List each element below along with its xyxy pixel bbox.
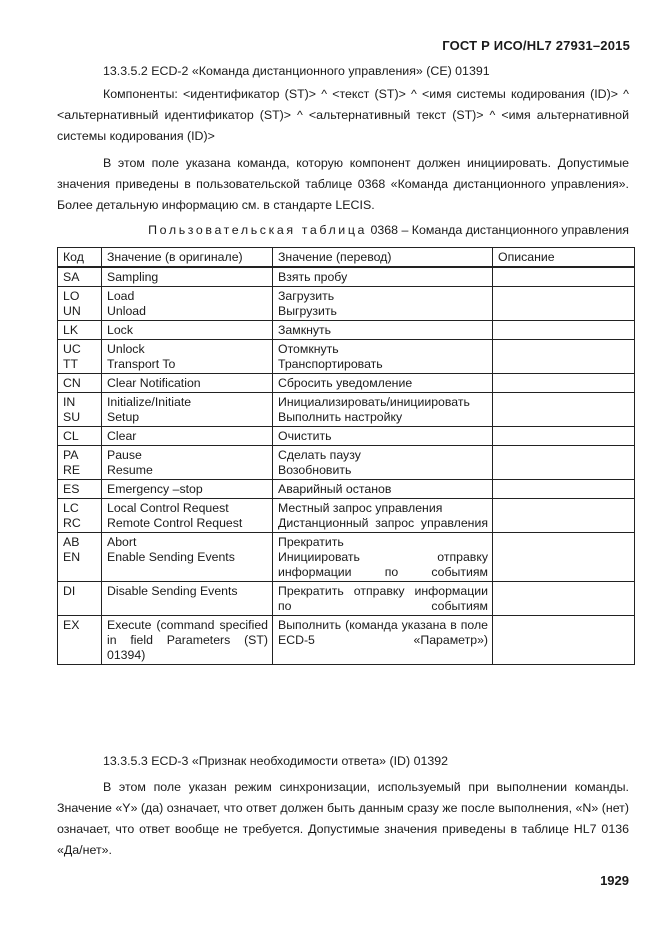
cell-line: ES xyxy=(63,482,80,496)
code-cell xyxy=(58,480,102,499)
cell-line: Очистить xyxy=(278,429,332,443)
description-cell xyxy=(493,287,635,321)
translation-cell xyxy=(273,616,493,665)
cell-line: Setup xyxy=(107,410,140,424)
cell-line: Unlock xyxy=(107,342,145,356)
cell-line: Local Control Request xyxy=(107,501,229,515)
description-cell xyxy=(493,267,635,287)
translation-cell xyxy=(273,374,493,393)
table-row xyxy=(58,427,635,446)
cell-line: Clear Notification xyxy=(107,376,201,390)
cell-line: Отомкнуть xyxy=(278,342,339,356)
cell-line: Clear xyxy=(107,429,137,443)
header-description: Описание xyxy=(493,248,635,268)
translation-cell xyxy=(273,393,493,427)
cell-line: Местный запрос управления xyxy=(278,501,443,515)
code-cell xyxy=(58,267,102,287)
cell-line: PA xyxy=(63,448,79,462)
table-row xyxy=(58,321,635,340)
original-value-cell xyxy=(102,446,273,480)
translation-cell xyxy=(273,533,493,582)
header-original: Значение (в оригинале) xyxy=(102,248,273,268)
cell-line: Abort xyxy=(107,535,137,549)
commands-table xyxy=(57,247,635,665)
cell-line: Прекратить отправку информации по событиям xyxy=(278,584,488,613)
cell-line: Lock xyxy=(107,323,133,337)
table-caption-label: Пользовательская таблица xyxy=(148,223,368,237)
cell-line: Транспортировать xyxy=(278,357,383,371)
cell-line: Замкнуть xyxy=(278,323,332,337)
cell-line: SA xyxy=(63,270,80,284)
cell-line: Выгрузить xyxy=(278,304,337,318)
cell-line: RE xyxy=(63,463,81,477)
document-header: ГОСТ Р ИСО/HL7 27931–2015 xyxy=(442,38,630,53)
original-value-cell xyxy=(102,533,273,582)
description-cell xyxy=(493,480,635,499)
description-paragraph: В этом поле указана команда, которую компонент должен инициировать. Допустимые значения приведены в пользовательской таблице 0368 «Команда дистанционного управления». Более детальную информацию см. в стандарте LECIS. xyxy=(57,156,629,212)
cell-line: SU xyxy=(63,410,81,424)
cell-line: Transport To xyxy=(107,357,176,371)
translation-cell xyxy=(273,287,493,321)
cell-line: Взять пробу xyxy=(278,270,348,284)
cell-line: Загрузить xyxy=(278,289,335,303)
description-cell xyxy=(493,582,635,616)
original-value-cell xyxy=(102,321,273,340)
cell-line: Инициализировать/инициировать xyxy=(278,395,470,409)
original-value-cell xyxy=(102,499,273,533)
code-cell xyxy=(58,321,102,340)
cell-line: Инициировать отправку информации по событиям xyxy=(278,550,488,579)
table-header-row xyxy=(58,248,635,268)
synchronization-paragraph: В этом поле указан режим синхронизации, используемый при выполнении команды. Значение «Y» (да) означает, что ответ должен быть данным сразу же после выполнения, «N» (нет) означает, что ответ вообще не требуется. Допустимые значения приведены в таблице HL7 0136 «Да/нет». xyxy=(57,780,629,857)
cell-line: Unload xyxy=(107,304,146,318)
cell-line: Initialize/Initiate xyxy=(107,395,192,409)
translation-cell xyxy=(273,480,493,499)
original-value-cell xyxy=(102,340,273,374)
section-heading-13-3-5-2: 13.3.5.2 ECD-2 «Команда дистанционного управления» (CE) 01391 xyxy=(103,64,490,78)
table-row xyxy=(58,287,635,321)
cell-line: TT xyxy=(63,357,79,371)
header-code: Код xyxy=(58,248,102,268)
description-cell xyxy=(493,533,635,582)
cell-line: IN xyxy=(63,395,76,409)
cell-line: Load xyxy=(107,289,135,303)
components-paragraph: Компоненты: <идентификатор (ST)> ^ <текст (ST)> ^ <имя системы кодирования (ID)> ^ <альтернативный идентификатор (ST)> ^ <альтернативный текст (ST)> ^ <имя альтернативной системы кодирования (ID)> xyxy=(57,87,629,143)
translation-cell xyxy=(273,340,493,374)
cell-line: LC xyxy=(63,501,79,515)
cell-line: EX xyxy=(63,618,80,632)
description-cell xyxy=(493,499,635,533)
cell-line: Enable Sending Events xyxy=(107,550,235,564)
cell-line: Сделать паузу xyxy=(278,448,361,462)
cell-line: EN xyxy=(63,550,81,564)
cell-line: Сбросить уведомление xyxy=(278,376,413,390)
section-heading-13-3-5-3: 13.3.5.3 ECD-3 «Признак необходимости ответа» (ID) 01392 xyxy=(103,754,449,768)
page-number: 1929 xyxy=(600,873,629,888)
original-value-cell xyxy=(102,393,273,427)
translation-cell xyxy=(273,267,493,287)
table-row xyxy=(58,533,635,582)
code-cell xyxy=(58,446,102,480)
code-cell xyxy=(58,582,102,616)
cell-line: Выполнить настройку xyxy=(278,410,403,424)
original-value-cell xyxy=(102,582,273,616)
description-cell xyxy=(493,374,635,393)
translation-cell xyxy=(273,499,493,533)
cell-line: LO xyxy=(63,289,80,303)
table-row xyxy=(58,340,635,374)
translation-cell xyxy=(273,446,493,480)
table-row xyxy=(58,499,635,533)
original-value-cell xyxy=(102,287,273,321)
original-value-cell xyxy=(102,480,273,499)
table-row xyxy=(58,480,635,499)
code-cell xyxy=(58,499,102,533)
description-cell xyxy=(493,616,635,665)
table-row xyxy=(58,616,635,665)
cell-line: Дистанционный запрос управления xyxy=(278,516,488,530)
code-cell xyxy=(58,427,102,446)
cell-line: UN xyxy=(63,304,81,318)
translation-cell xyxy=(273,321,493,340)
cell-line: Disable Sending Events xyxy=(107,584,238,598)
translation-cell xyxy=(273,582,493,616)
table-caption xyxy=(57,223,629,237)
cell-line: LK xyxy=(63,323,79,337)
cell-line: Возобновить xyxy=(278,463,352,477)
code-cell xyxy=(58,533,102,582)
cell-line: Resume xyxy=(107,463,153,477)
table-row xyxy=(58,446,635,480)
description-cell xyxy=(493,340,635,374)
cell-line: CL xyxy=(63,429,79,443)
cell-line: Выполнить (команда указана в поле ECD-5 «Параметр») xyxy=(278,618,488,647)
cell-line: RC xyxy=(63,516,81,530)
original-value-cell xyxy=(102,374,273,393)
table-row xyxy=(58,267,635,287)
cell-line: Прекратить xyxy=(278,535,344,549)
cell-line: CN xyxy=(63,376,81,390)
table-row xyxy=(58,374,635,393)
original-value-cell xyxy=(102,427,273,446)
cell-line: Emergency –stop xyxy=(107,482,203,496)
cell-line: Pause xyxy=(107,448,142,462)
cell-line: Sampling xyxy=(107,270,159,284)
header-translation: Значение (перевод) xyxy=(273,248,493,268)
code-cell xyxy=(58,616,102,665)
cell-line: AB xyxy=(63,535,80,549)
code-cell xyxy=(58,374,102,393)
description-cell xyxy=(493,446,635,480)
description-cell xyxy=(493,393,635,427)
original-value-cell xyxy=(102,616,273,665)
code-cell xyxy=(58,340,102,374)
table-row xyxy=(58,393,635,427)
cell-line: Аварийный останов xyxy=(278,482,392,496)
cell-line: DI xyxy=(63,584,76,598)
cell-line: Execute (command specified in field Parameters (ST) 01394) xyxy=(107,618,268,662)
description-cell xyxy=(493,321,635,340)
code-cell xyxy=(58,393,102,427)
cell-line: UC xyxy=(63,342,81,356)
description-cell xyxy=(493,427,635,446)
translation-cell xyxy=(273,427,493,446)
original-value-cell xyxy=(102,267,273,287)
table-caption-title: 0368 – Команда дистанционного управления xyxy=(370,223,629,237)
code-cell xyxy=(58,287,102,321)
cell-line: Remote Control Request xyxy=(107,516,243,530)
table-row xyxy=(58,582,635,616)
